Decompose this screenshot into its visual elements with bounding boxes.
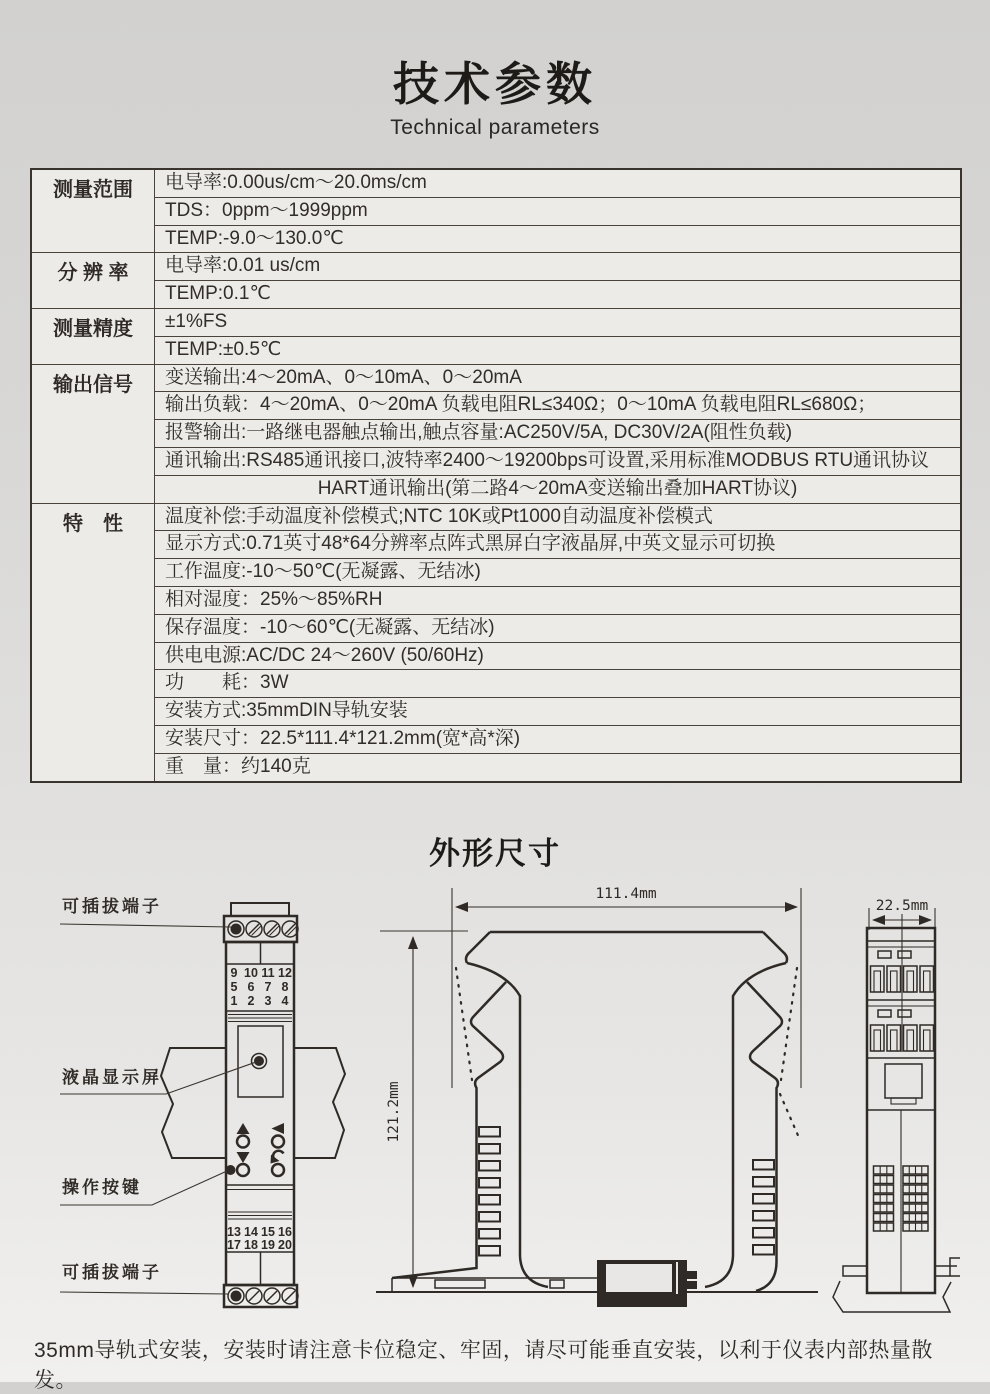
terminal-number: 7 [264, 980, 272, 994]
terminal-number: 18 [244, 1238, 258, 1252]
terminal-number: 15 [261, 1225, 275, 1239]
spec-row [31, 475, 961, 503]
spec-value: 通讯输出:RS485通讯接口,波特率2400～19200bps可设置,采用标准MODBUS RTU通讯协议 [155, 447, 962, 475]
terminal-number: 1 [230, 994, 238, 1008]
height-dimension-label: 121.2mm [386, 1081, 402, 1143]
spec-value: 温度补偿:手动温度补偿模式;NTC 10K或Pt1000自动温度补偿模式 [155, 503, 962, 531]
module-top-cap [231, 903, 289, 916]
label-buttons: 操作按键 [62, 1178, 142, 1197]
side-display-window [885, 1064, 922, 1098]
spec-row [31, 559, 961, 587]
spec-group-label: 测量范围 [31, 169, 155, 253]
label-lcd: 液晶显示屏 [62, 1068, 162, 1087]
button-down [237, 1164, 249, 1176]
spec-row [31, 392, 961, 420]
install-note: 35mm导轨式安装，安装时请注意卡位稳定、牢固，请尽可能垂直安装，以利于仪表内部热量散发。 [34, 1339, 933, 1392]
dimensions-section-title: 外形尺寸 [429, 836, 561, 871]
spec-row [31, 586, 961, 614]
terminal-number: 10 [244, 966, 258, 980]
spec-row [31, 308, 961, 336]
terminal-number: 13 [227, 1225, 241, 1239]
spec-value: 变送输出:4～20mA、0～10mA、0～20mA [155, 364, 962, 392]
button-up [237, 1136, 249, 1148]
leader-line [60, 924, 231, 927]
side-view-drawing [833, 898, 960, 1312]
terminal-number: 4 [281, 994, 289, 1008]
terminal-number: 2 [247, 994, 255, 1008]
hidden-line [781, 968, 797, 1080]
terminal-number: 11 [261, 966, 275, 980]
vent-cell [874, 1185, 894, 1193]
page-title: 技术参数 [393, 58, 597, 110]
spec-row [31, 281, 961, 309]
spec-value: 电导率:0.01 us/cm [155, 253, 962, 281]
spec-row [31, 725, 961, 753]
hidden-line [780, 1094, 800, 1140]
label-terminal-top: 可插拔端子 [62, 897, 162, 916]
spec-row [31, 670, 961, 698]
spec-value: 工作温度:-10～50℃(无凝露、无结冰) [155, 559, 962, 587]
spec-group-label: 特 性 [31, 503, 155, 781]
vent-slots-left [479, 1127, 500, 1256]
button-enter [272, 1164, 284, 1176]
spec-value: 电导率:0.00us/cm～20.0ms/cm [155, 169, 962, 197]
vent-cell [874, 1223, 894, 1231]
up-arrow-icon [237, 1123, 250, 1134]
spec-row [31, 197, 961, 225]
spec-row [31, 503, 961, 531]
terminal-number: 17 [227, 1238, 241, 1252]
vent-slots-right [753, 1160, 774, 1255]
buttons-leader-anchor [226, 1165, 236, 1175]
operation-buttons [226, 1123, 285, 1176]
terminal-screws-bottom [228, 1288, 298, 1304]
spec-row [31, 420, 961, 448]
spec-value: 相对湿度：25%～85%RH [155, 586, 962, 614]
spec-group-label: 测量精度 [31, 308, 155, 364]
spec-value: 输出负载：4～20mA、0～20mA 负载电阻RL≤340Ω；0～10mA 负载电阻RL≤680Ω； [155, 392, 962, 420]
terminal-number: 12 [278, 966, 292, 980]
spec-value: TDS：0ppm～1999ppm [155, 197, 962, 225]
terminal-number: 19 [261, 1238, 275, 1252]
spec-value: 安装方式:35mmDIN导轨安装 [155, 698, 962, 726]
spec-value: 重 量：约140克 [155, 753, 962, 781]
spec-value: TEMP:-9.0～130.0℃ [155, 225, 962, 253]
terminal-grid-top [231, 966, 292, 1008]
width-dimension-label: 111.4mm [595, 886, 657, 902]
header [0, 48, 990, 140]
din-rail-right [294, 1048, 345, 1158]
spec-row [31, 531, 961, 559]
hidden-line [456, 968, 472, 1080]
down-arrow-icon [237, 1152, 250, 1163]
label-terminal-bottom: 可插拔端子 [62, 1263, 162, 1282]
button-left [272, 1136, 284, 1148]
left-arrow-icon [272, 1123, 285, 1134]
spec-row [31, 336, 961, 364]
spec-value: 报警输出:一路继电器触点输出,触点容量:AC250V/5A, DC30V/2A(阻性负载) [155, 420, 962, 448]
terminal-number: 16 [278, 1225, 292, 1239]
vent-cell [874, 1176, 894, 1184]
dimension-drawings [30, 875, 960, 1330]
spec-table-body [31, 169, 961, 782]
spec-row [31, 614, 961, 642]
spec-value: 保存温度：-10～60℃(无凝露、无结冰) [155, 614, 962, 642]
spec-table [30, 168, 962, 783]
terminal-number: 8 [281, 980, 289, 994]
spec-row [31, 447, 961, 475]
spec-value: ±1%FS [155, 308, 962, 336]
terminal-number: 14 [244, 1225, 258, 1239]
front-view-drawing [60, 896, 345, 1307]
vent-cell [874, 1214, 894, 1222]
rail-flange-right [935, 1266, 957, 1276]
din-rail-left [161, 1048, 226, 1158]
terminal-number: 3 [264, 994, 272, 1008]
top-view-drawing [376, 886, 818, 1307]
vent-cell [874, 1204, 894, 1212]
terminal-number: 6 [247, 980, 255, 994]
side-vent-grid-right [903, 1166, 928, 1231]
page-subtitle: Technical parameters [390, 116, 600, 139]
spec-row [31, 225, 961, 253]
leader-line [60, 1292, 228, 1294]
terminal-screws-top [228, 921, 298, 937]
spec-group-label: 输出信号 [31, 364, 155, 503]
terminal-number: 5 [230, 980, 238, 994]
spec-row [31, 698, 961, 726]
spec-value: 供电电源:AC/DC 24～260V (50/60Hz) [155, 642, 962, 670]
din-clip [597, 1260, 697, 1307]
terminal-grid-bottom [227, 1225, 292, 1252]
side-vent-grid-left [874, 1166, 894, 1231]
spec-value: HART通讯输出(第二路4～20mA变送输出叠加HART协议) [155, 475, 962, 503]
terminal-number: 9 [230, 966, 238, 980]
rail-break-outline [833, 1281, 951, 1312]
rail-flange-left [843, 1266, 867, 1276]
spec-row [31, 169, 961, 197]
spec-value: TEMP:0.1℃ [155, 281, 962, 309]
spec-row [31, 364, 961, 392]
terminal-number: 20 [278, 1238, 292, 1252]
vent-cell [874, 1195, 894, 1203]
spec-row [31, 253, 961, 281]
spec-row [31, 642, 961, 670]
spec-value: 安装尺寸：22.5*111.4*121.2mm(宽*高*深) [155, 725, 962, 753]
spec-group-label: 分 辨 率 [31, 253, 155, 309]
spec-value: TEMP:±0.5℃ [155, 336, 962, 364]
spec-value: 显示方式:0.71英寸48*64分辨率点阵式黑屏白字液晶屏,中英文显示可切换 [155, 531, 962, 559]
spec-value: 功 耗：3W [155, 670, 962, 698]
latch-plate [392, 1278, 598, 1292]
depth-dimension-label: 22.5mm [875, 898, 929, 914]
vent-cell [874, 1166, 894, 1174]
spec-row [31, 753, 961, 781]
